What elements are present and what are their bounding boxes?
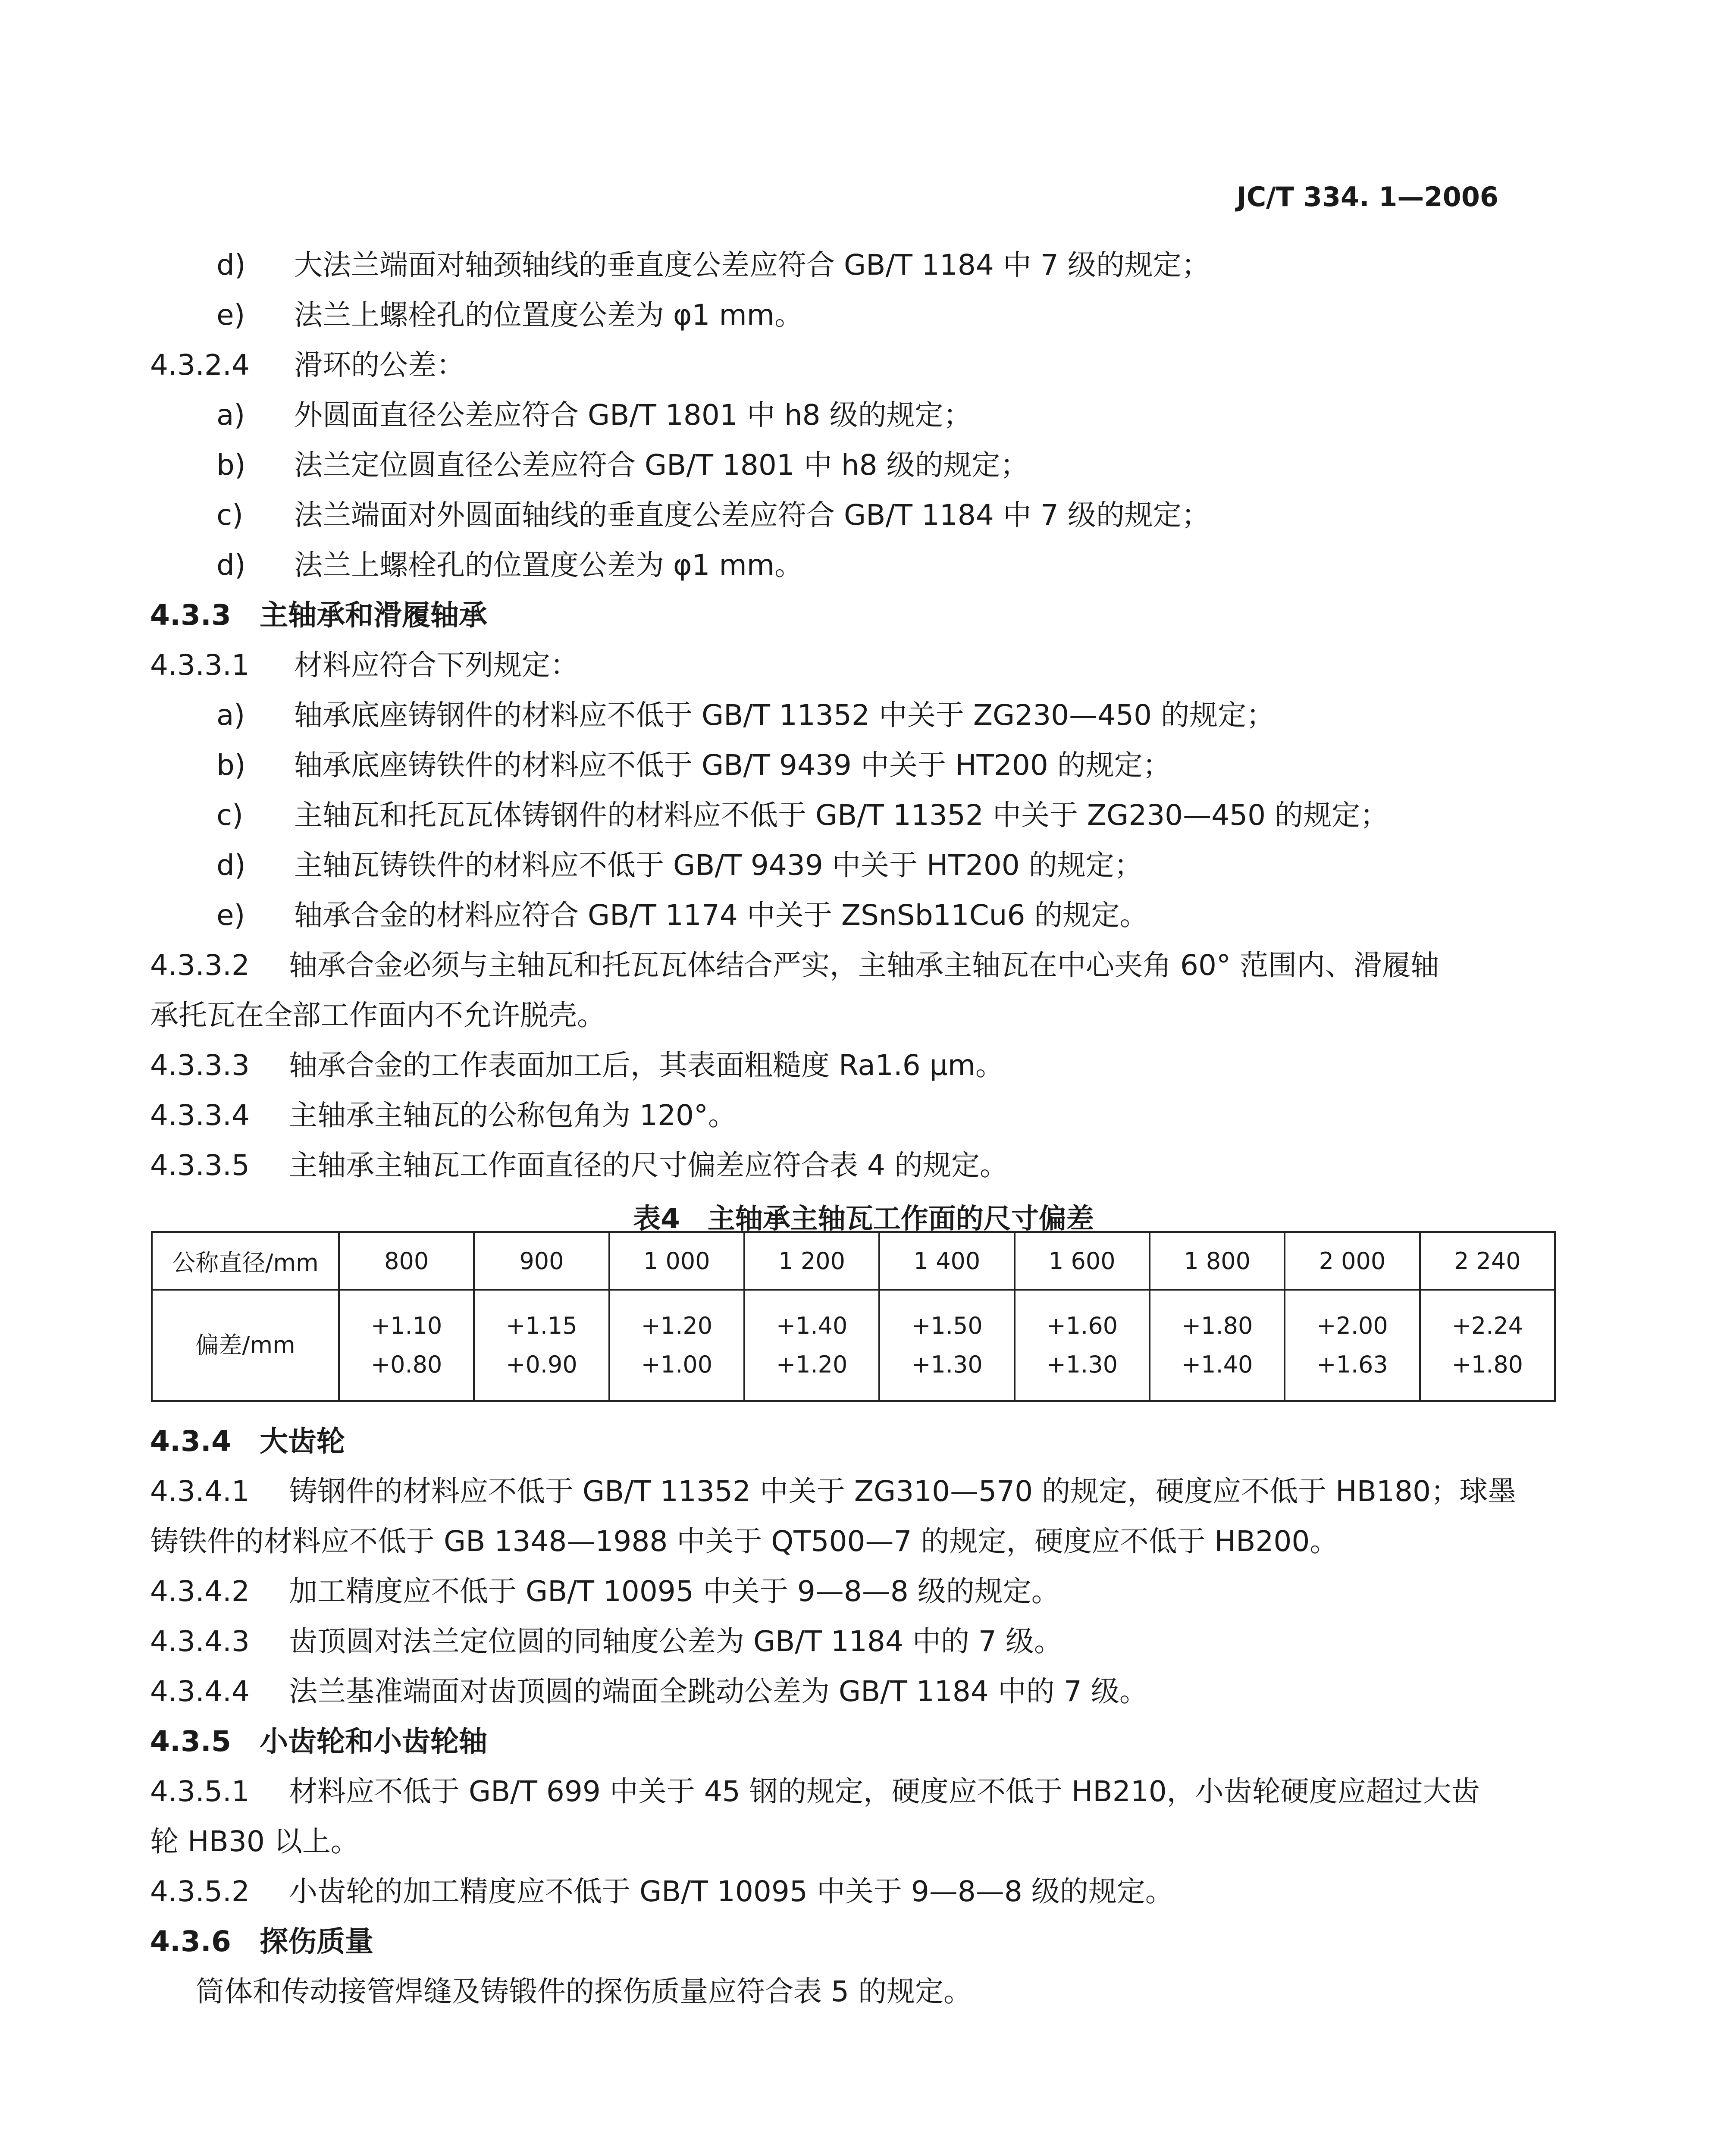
paragraph-continuation: 轮 HB30 以上。 bbox=[150, 1825, 359, 1858]
paragraph-text: 铸钢件的材料应不低于 GB/T 11352 中关于 ZG310—570 的规定，硬度应不低于 HB180；球墨 bbox=[289, 1475, 1516, 1508]
upper-deviation: +2.00 bbox=[1316, 1312, 1388, 1339]
lower-deviation: +1.63 bbox=[1316, 1351, 1388, 1378]
paragraph-text: 筒体和传动接管焊缝及铸锻件的探伤质量应符合表 5 的规定。 bbox=[196, 1975, 972, 2008]
table-cell bbox=[1285, 1290, 1420, 1401]
table-cell: 1 600 bbox=[1015, 1232, 1150, 1290]
paragraph-text: 外圆面直径公差应符合 GB/T 1801 中 h8 级的规定； bbox=[294, 398, 972, 432]
section-title: 探伤质量 bbox=[260, 1925, 373, 1958]
table-cell bbox=[879, 1290, 1014, 1401]
table-header-cell: 偏差/mm bbox=[152, 1290, 339, 1401]
table-header-cell: 公称直径/mm bbox=[152, 1232, 339, 1290]
table-caption: 表4 主轴承主轴瓦工作面的尺寸偏差 bbox=[633, 1203, 1094, 1235]
table-cell bbox=[1015, 1290, 1150, 1401]
table-cell bbox=[609, 1290, 744, 1401]
lower-deviation: +0.90 bbox=[506, 1351, 577, 1378]
list-item-c: c) bbox=[216, 498, 244, 532]
clause-number: 4.3.2.4 bbox=[150, 348, 250, 382]
list-item-b: b) bbox=[216, 749, 246, 782]
lower-deviation: +1.80 bbox=[1451, 1351, 1523, 1378]
upper-deviation: +2.24 bbox=[1451, 1312, 1523, 1339]
paragraph-text: 主轴承主轴瓦工作面直径的尺寸偏差应符合表 4 的规定。 bbox=[289, 1149, 1008, 1182]
standard-number: JC/T 334. 1—2006 bbox=[1236, 181, 1498, 213]
list-item-d: d) bbox=[216, 849, 246, 882]
paragraph-text: 法兰端面对外圆面轴线的垂直度公差应符合 GB/T 1184 中 7 级的规定； bbox=[294, 498, 1210, 532]
paragraph-continuation: 承托瓦在全部工作面内不允许脱壳。 bbox=[150, 999, 605, 1032]
table-cell bbox=[744, 1290, 879, 1401]
table-cell: 2 240 bbox=[1420, 1232, 1555, 1290]
table-cell: 2 000 bbox=[1285, 1232, 1420, 1290]
paragraph-text: 法兰上螺栓孔的位置度公差为 φ1 mm。 bbox=[294, 548, 803, 582]
lower-deviation: +1.30 bbox=[911, 1351, 983, 1378]
clause-number: 4.3.3.2 bbox=[150, 949, 250, 982]
paragraph-text: 轴承底座铸钢件的材料应不低于 GB/T 11352 中关于 ZG230—450 的规定； bbox=[294, 699, 1275, 732]
item-label: e) bbox=[216, 298, 245, 332]
upper-deviation: +1.50 bbox=[911, 1312, 983, 1339]
list-item-d bbox=[216, 248, 246, 282]
item-label: d) bbox=[216, 248, 246, 282]
paragraph-text: 材料应符合下列规定： bbox=[294, 649, 579, 682]
section-number: 4.3.6 bbox=[150, 1925, 231, 1958]
paragraph-text: 小齿轮的加工精度应不低于 GB/T 10095 中关于 9—8—8 级的规定。 bbox=[289, 1875, 1174, 1908]
upper-deviation: +1.15 bbox=[506, 1312, 577, 1339]
clause-number: 4.3.5.2 bbox=[150, 1875, 250, 1908]
paragraph-text: 加工精度应不低于 GB/T 10095 中关于 9—8—8 级的规定。 bbox=[289, 1575, 1060, 1608]
clause-number: 4.3.3.4 bbox=[150, 1099, 250, 1132]
table-cell bbox=[339, 1290, 474, 1401]
paragraph-text: 轴承合金必须与主轴瓦和托瓦瓦体结合严实，主轴承主轴瓦在中心夹角 60° 范围内、滑履轴 bbox=[289, 949, 1439, 982]
clause-title: 滑环的公差： bbox=[294, 348, 465, 382]
clause-number: 4.3.4.3 bbox=[150, 1625, 250, 1658]
clause-number: 4.3.4.2 bbox=[150, 1575, 250, 1608]
deviation-table bbox=[151, 1231, 1556, 1402]
table-cell bbox=[1420, 1290, 1555, 1401]
lower-deviation: +1.00 bbox=[641, 1351, 713, 1378]
clause-number: 4.3.3.5 bbox=[150, 1149, 250, 1182]
paragraph-text: 法兰定位圆直径公差应符合 GB/T 1801 中 h8 级的规定； bbox=[294, 448, 1029, 482]
list-item-a: a) bbox=[216, 699, 245, 732]
lower-deviation: +1.30 bbox=[1046, 1351, 1118, 1378]
section-title: 主轴承和滑履轴承 bbox=[260, 599, 487, 632]
table-cell: 1 200 bbox=[744, 1232, 879, 1290]
paragraph-text: 主轴瓦铸铁件的材料应不低于 GB/T 9439 中关于 HT200 的规定； bbox=[294, 849, 1143, 882]
paragraph-text: 齿顶圆对法兰定位圆的同轴度公差为 GB/T 1184 中的 7 级。 bbox=[289, 1625, 1063, 1658]
paragraph-text: 轴承合金的工作表面加工后，其表面粗糙度 Ra1.6 μm。 bbox=[289, 1049, 1004, 1082]
clause-number: 4.3.4.1 bbox=[150, 1475, 250, 1508]
table-cell bbox=[1150, 1290, 1285, 1401]
clause-number: 4.3.4.4 bbox=[150, 1675, 250, 1708]
paragraph-text: 主轴瓦和托瓦瓦体铸钢件的材料应不低于 GB/T 11352 中关于 ZG230—450 的规定； bbox=[294, 799, 1389, 832]
paragraph-text: 材料应不低于 GB/T 699 中关于 45 钢的规定，硬度应不低于 HB210，小齿轮硬度应超过大齿 bbox=[289, 1775, 1480, 1808]
paragraph-text: 轴承合金的材料应符合 GB/T 1174 中关于 ZSnSb11Cu6 的规定。 bbox=[294, 899, 1148, 932]
section-title: 大齿轮 bbox=[260, 1425, 345, 1458]
section-title: 小齿轮和小齿轮轴 bbox=[260, 1725, 487, 1758]
list-item-b: b) bbox=[216, 448, 246, 482]
table-cell: 1 000 bbox=[609, 1232, 744, 1290]
paragraph-text: 轴承底座铸铁件的材料应不低于 GB/T 9439 中关于 HT200 的规定； bbox=[294, 749, 1171, 782]
section-number: 4.3.4 bbox=[150, 1425, 231, 1458]
list-item-c: c) bbox=[216, 799, 244, 832]
lower-deviation: +1.20 bbox=[776, 1351, 848, 1378]
paragraph-continuation: 铸铁件的材料应不低于 GB 1348—1988 中关于 QT500—7 的规定，硬度应不低于 HB200。 bbox=[150, 1525, 1338, 1558]
table-cell: 1 400 bbox=[879, 1232, 1014, 1290]
paragraph-text: 主轴承主轴瓦的公称包角为 120°。 bbox=[289, 1099, 737, 1132]
list-item-d: d) bbox=[216, 548, 246, 582]
paragraph-text: 大法兰端面对轴颈轴线的垂直度公差应符合 GB/T 1184 中 7 级的规定； bbox=[294, 248, 1210, 282]
clause-number: 4.3.3.1 bbox=[150, 649, 250, 682]
table-cell: 900 bbox=[474, 1232, 609, 1290]
table-row bbox=[152, 1290, 1555, 1401]
table-cell bbox=[474, 1290, 609, 1401]
upper-deviation: +1.80 bbox=[1181, 1312, 1253, 1339]
table-cell: 800 bbox=[339, 1232, 474, 1290]
table-row bbox=[152, 1232, 1555, 1290]
upper-deviation: +1.10 bbox=[370, 1312, 442, 1339]
paragraph-text: 法兰基准端面对齿顶圆的端面全跳动公差为 GB/T 1184 中的 7 级。 bbox=[289, 1675, 1148, 1708]
lower-deviation: +1.40 bbox=[1181, 1351, 1253, 1378]
section-number: 4.3.3 bbox=[150, 599, 231, 632]
clause-number: 4.3.5.1 bbox=[150, 1775, 250, 1808]
list-item-a: a) bbox=[216, 398, 245, 432]
upper-deviation: +1.20 bbox=[641, 1312, 713, 1339]
lower-deviation: +0.80 bbox=[370, 1351, 442, 1378]
paragraph-text: 法兰上螺栓孔的位置度公差为 φ1 mm。 bbox=[294, 298, 803, 332]
clause-number: 4.3.3.3 bbox=[150, 1049, 250, 1082]
section-number: 4.3.5 bbox=[150, 1725, 231, 1758]
list-item-e bbox=[216, 298, 245, 332]
upper-deviation: +1.40 bbox=[776, 1312, 848, 1339]
list-item-e: e) bbox=[216, 899, 245, 932]
table-cell: 1 800 bbox=[1150, 1232, 1285, 1290]
upper-deviation: +1.60 bbox=[1046, 1312, 1118, 1339]
